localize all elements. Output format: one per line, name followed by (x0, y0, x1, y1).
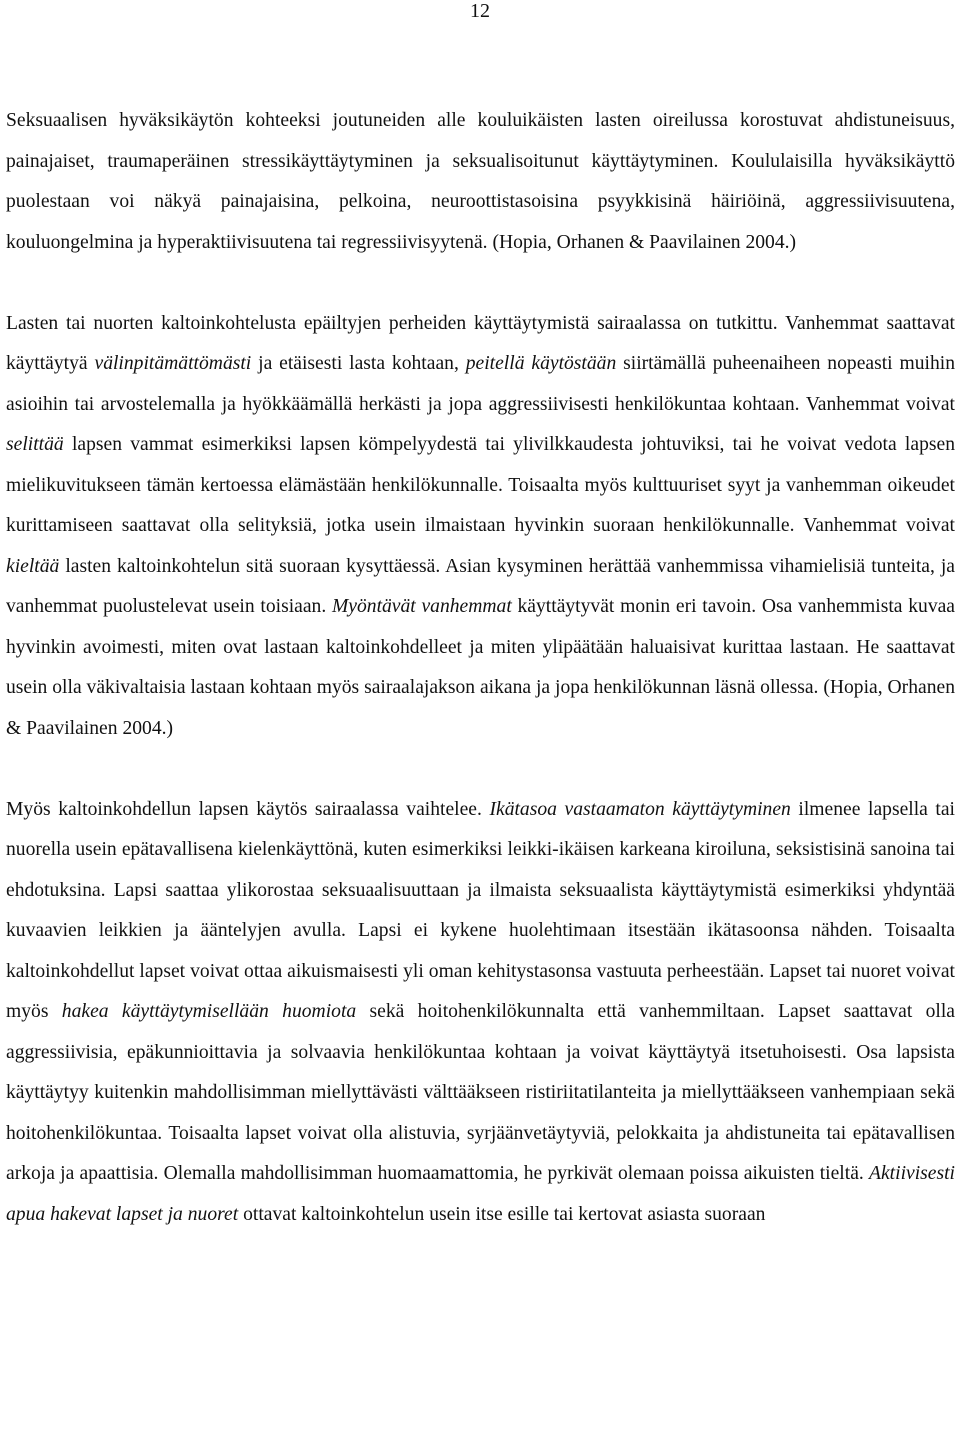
italic-run: Aktiivisesti apua hakevat lapset ja nuoret (6, 1163, 955, 1225)
paragraph-1 (6, 101, 955, 263)
text-run: ilmenee lapsella tai nuorella usein epätavallisena kielenkäyttönä, kuten esimerkiksi leikki-ikäisen karkeana kiroiluna, seksistisinä sanoina tai ehdotuksina. Lapsi saattaa ylikorostaa seksuaalisuuttaan ja ilmaista seksuaalista käyttäytymistä esimerkiksi yhdyntää kuvaavien leikkien ja ääntelyjen avulla. Lapsi ei kykene huolehtimaan itsestään ikätasoonsa nähden. Toisaalta kaltoinkohdellut lapset voivat ottaa aikuismaisesti yli oman kehitystasonsa vastuuta perheestään. Lapset tai nuoret voivat myös (6, 798, 956, 1022)
text-run: käyttäytyvät monin eri tavoin. Osa vanhemmista kuvaa hyvinkin avoimesti, miten ovat lastaan kaltoinkohdelleet ja miten ylipäätään haluaisivat kurittaa lastaan. He saattavat usein olla väkivaltaisia lastaan kohtaan myös sairaalajakson aikana ja jopa henkilökunnan läsnä ollessa. (Hopia, Orhanen & Paavilainen 2004.) (6, 596, 956, 739)
italic-run: kieltää (6, 555, 60, 577)
page-number: 12 (470, 0, 490, 22)
italic-run: Ikätasoa vastaamaton käyttäytyminen (489, 798, 791, 820)
italic-run: välinpitämättömästi (94, 353, 252, 374)
paragraph-3 (6, 790, 955, 1236)
document-body (6, 101, 955, 1235)
text-run: Lasten tai nuorten kaltoinkohtelusta epäiltyjen perheiden käyttäytymistä sairaalassa on tutkittu. Vanhemmat saattavat käyttäytyä (6, 312, 955, 374)
text-run: Myös kaltoinkohdellun lapsen käytös sairaalassa vaihtelee. (6, 798, 490, 820)
italic-run: peitellä käytöstään (465, 353, 617, 374)
italic-run: hakea käyttäytymisellään huomiota (61, 1001, 357, 1022)
text-run: ottavat kaltoinkohtelun usein itse esille tai kertovat asiasta suoraan (238, 1203, 766, 1225)
text-run: siirtämällä puheenaiheen nopeasti muihin asioihin tai arvostelemalla ja hyökkäämällä herkästi ja jopa aggressiivisesti henkilökuntaa kohtaan. Vanhemmat voivat (6, 353, 955, 415)
text-run: ja etäisesti lasta kohtaan, (251, 353, 466, 374)
text-run: sekä hoitohenkilökunnalta että vanhemmiltaan. Lapset saattavat olla aggressiivisia, epäkunnioittavia ja solvaavia henkilökuntaa kohtaan ja voivat käyttäytyä itsetuhoisesti. Osa lapsista käyttäytyy kuitenkin mahdollisimman miellyttävästi välttääkseen ristiriitatilanteita ja miellyttääkseen vanhempiaan sekä hoitohenkilökuntaa. Toisaalta lapset voivat olla alistuvia, syrjäänvetäytyviä, pelokkaita ja ahdistuneita tai epätavallisen arkoja ja apaattisia. Olemalla mahdollisimman huomaamattomia, he pyrkivät olemaan poissa aikuisten tieltä. (6, 1001, 955, 1184)
text-run: lasten kaltoinkohtelun sitä suoraan kysyttäessä. Asian kysyminen herättää vanhemmissa vihamielisiä tunteita, ja vanhemmat puolustelevat usein toisiaan. (6, 555, 955, 617)
text-run: lapsen vammat esimerkiksi lapsen kömpelyydestä tai ylivilkkaudesta johtuviksi, tai he voivat vedota lapsen mielikuvitukseen tämän kertoessa elämästään henkilökunnalle. Toisaalta myös kulttuuriset syyt ja vanhemman oikeudet kurittamiseen saattavat olla selityksiä, jotka usein ilmaistaan hyvinkin suoraan henkilökunnalle. Vanhemmat voivat (6, 434, 955, 536)
paragraph-2 (6, 304, 955, 750)
italic-run: Myöntävät vanhemmat (331, 596, 512, 617)
text-run: Seksuaalisen hyväksikäytön kohteeksi joutuneiden alle kouluikäisten lasten oireilussa korostuvat ahdistuneisuus, painajaiset, traumaperäinen stressikäyttäytyminen ja seksualisoitunut käyttäytyminen. Koululaisilla hyväksikäyttö puolestaan voi näkyä painajaisina, pelkoina, neuroottistasoisina psyykkisinä häiriöinä, aggressiivisuutena, kouluongelmina ja hyperaktiivisuutena tai regressiivisyytenä. (Hopia, Orhanen & Paavilainen 2004.) (6, 110, 955, 253)
italic-run: selittää (6, 434, 64, 455)
